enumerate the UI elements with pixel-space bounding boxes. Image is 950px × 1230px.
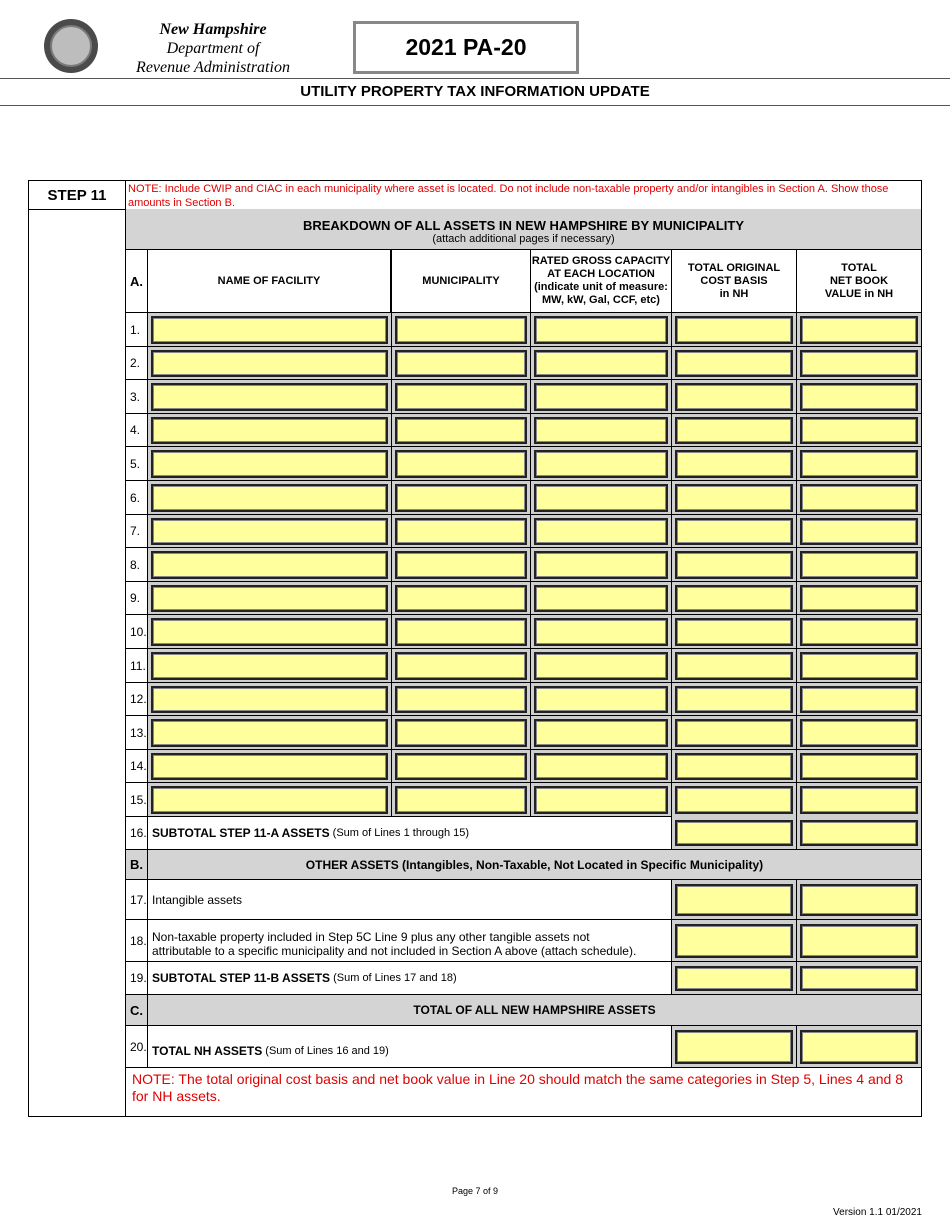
row-cell-municipality bbox=[392, 649, 531, 683]
row-cell-net-book-value bbox=[797, 683, 922, 716]
net-book-value-input[interactable] bbox=[800, 585, 918, 612]
row-cell-net-book-value bbox=[797, 615, 922, 649]
facility-input[interactable] bbox=[151, 350, 388, 377]
municipality-input[interactable] bbox=[395, 652, 527, 680]
line-16-number: 16. bbox=[126, 816, 148, 850]
facility-input[interactable] bbox=[151, 585, 388, 612]
facility-input[interactable] bbox=[151, 316, 388, 344]
facility-input[interactable] bbox=[151, 518, 388, 545]
row-cell-capacity bbox=[531, 313, 672, 347]
net-book-value-input[interactable] bbox=[800, 753, 918, 780]
row-cell-net-book-value bbox=[797, 347, 922, 380]
line-18-net-book-value-input[interactable] bbox=[800, 924, 918, 958]
net-book-value-input[interactable] bbox=[800, 551, 918, 579]
line-18-text-1: Non-taxable property included in Step 5C Line 9 plus any other tangible assets not bbox=[152, 930, 590, 944]
cost-basis-input[interactable] bbox=[675, 719, 793, 747]
line-16-net-book-value-input[interactable] bbox=[800, 820, 918, 846]
col-capacity-4: MW, kW, Gal, CCF, etc) bbox=[542, 294, 660, 306]
row-cell-capacity bbox=[531, 649, 672, 683]
row-cell-facility bbox=[148, 750, 392, 783]
cost-basis-input[interactable] bbox=[675, 350, 793, 377]
row-cell-cost-basis bbox=[672, 615, 797, 649]
cost-basis-input[interactable] bbox=[675, 450, 793, 478]
col-nbv-1: TOTAL bbox=[841, 261, 877, 274]
row-number: 8. bbox=[126, 548, 148, 582]
row-cell-municipality bbox=[392, 447, 531, 481]
facility-input[interactable] bbox=[151, 686, 388, 713]
row-cell-cost-basis bbox=[672, 582, 797, 615]
header-divider-bottom bbox=[0, 105, 950, 106]
bottom-note: NOTE: The total original cost basis and net book value in Line 20 should match the same categories in Step 5, Lines 4 and 8 for NH assets. bbox=[126, 1068, 922, 1117]
municipality-input[interactable] bbox=[395, 417, 527, 444]
col-cost bbox=[672, 250, 797, 313]
col-capacity-2: AT EACH LOCATION bbox=[547, 268, 655, 280]
row-cell-capacity bbox=[531, 683, 672, 716]
col-cost-2: COST BASIS bbox=[700, 274, 768, 287]
line-20-net-book-value-input[interactable] bbox=[800, 1030, 918, 1064]
row-number: 7. bbox=[126, 515, 148, 548]
line-19-rest: (Sum of Lines 17 and 18) bbox=[330, 972, 457, 984]
net-book-value-input[interactable] bbox=[800, 417, 918, 444]
row-cell-net-book-value bbox=[797, 582, 922, 615]
line-18-text-2: attributable to a specific municipality and not included in Section A above (attach schedule). bbox=[152, 944, 637, 958]
capacity-input[interactable] bbox=[534, 450, 668, 478]
cost-basis-input[interactable] bbox=[675, 316, 793, 344]
row-number: 13. bbox=[126, 716, 148, 750]
row-cell-capacity bbox=[531, 515, 672, 548]
net-book-value-input[interactable] bbox=[800, 450, 918, 478]
capacity-input[interactable] bbox=[534, 652, 668, 680]
line-18-cell-cost-basis bbox=[672, 920, 797, 962]
version-label: Version 1.1 01/2021 bbox=[833, 1207, 922, 1218]
row-number: 2. bbox=[126, 347, 148, 380]
row-cell-facility bbox=[148, 582, 392, 615]
cost-basis-input[interactable] bbox=[675, 652, 793, 680]
row-cell-facility bbox=[148, 649, 392, 683]
facility-input[interactable] bbox=[151, 383, 388, 411]
col-municipality: MUNICIPALITY bbox=[392, 250, 531, 313]
cost-basis-input[interactable] bbox=[675, 686, 793, 713]
row-cell-net-book-value bbox=[797, 414, 922, 447]
municipality-input[interactable] bbox=[395, 316, 527, 344]
municipality-input[interactable] bbox=[395, 585, 527, 612]
row-number: 6. bbox=[126, 481, 148, 515]
municipality-input[interactable] bbox=[395, 618, 527, 646]
net-book-value-input[interactable] bbox=[800, 484, 918, 512]
row-cell-municipality bbox=[392, 582, 531, 615]
section-b-letter: B. bbox=[126, 850, 148, 880]
row-number: 5. bbox=[126, 447, 148, 481]
capacity-input[interactable] bbox=[534, 786, 668, 814]
row-cell-municipality bbox=[392, 750, 531, 783]
line-17-net-book-value-input[interactable] bbox=[800, 884, 918, 916]
form-number: 2021 PA-20 bbox=[353, 21, 579, 74]
cost-basis-input[interactable] bbox=[675, 383, 793, 411]
facility-input[interactable] bbox=[151, 618, 388, 646]
row-cell-net-book-value bbox=[797, 481, 922, 515]
row-cell-cost-basis bbox=[672, 380, 797, 414]
capacity-input[interactable] bbox=[534, 719, 668, 747]
capacity-input[interactable] bbox=[534, 753, 668, 780]
line-17-cell-net-book-value bbox=[797, 880, 922, 920]
line-16-cell-net-book-value bbox=[797, 816, 922, 850]
cost-basis-input[interactable] bbox=[675, 484, 793, 512]
municipality-input[interactable] bbox=[395, 484, 527, 512]
row-cell-municipality bbox=[392, 615, 531, 649]
row-number: 11. bbox=[126, 649, 148, 683]
row-cell-capacity bbox=[531, 716, 672, 750]
step-label: STEP 11 bbox=[28, 180, 126, 210]
col-capacity bbox=[531, 250, 672, 313]
capacity-input[interactable] bbox=[534, 551, 668, 579]
line-20-cost-basis-input[interactable] bbox=[675, 1030, 793, 1064]
line-19-cell-cost-basis bbox=[672, 962, 797, 995]
row-cell-net-book-value bbox=[797, 313, 922, 347]
municipality-input[interactable] bbox=[395, 518, 527, 545]
cost-basis-input[interactable] bbox=[675, 786, 793, 814]
row-cell-facility bbox=[148, 548, 392, 582]
row-cell-facility bbox=[148, 313, 392, 347]
capacity-input[interactable] bbox=[534, 417, 668, 444]
dept-line-1: New Hampshire bbox=[159, 21, 267, 38]
department-name bbox=[124, 20, 302, 77]
row-cell-capacity bbox=[531, 481, 672, 515]
section-c-letter: C. bbox=[126, 995, 148, 1026]
line-18-cell-net-book-value bbox=[797, 920, 922, 962]
step-column bbox=[28, 209, 126, 1117]
row-cell-capacity bbox=[531, 750, 672, 783]
row-cell-municipality bbox=[392, 347, 531, 380]
row-cell-cost-basis bbox=[672, 716, 797, 750]
section-a-title: BREAKDOWN OF ALL ASSETS IN NEW HAMPSHIRE BY MUNICIPALITY bbox=[302, 218, 745, 233]
line-19-bold: SUBTOTAL STEP 11-B ASSETS bbox=[152, 971, 331, 985]
row-cell-net-book-value bbox=[797, 447, 922, 481]
row-cell-facility bbox=[148, 447, 392, 481]
row-number: 10. bbox=[126, 615, 148, 649]
row-cell-municipality bbox=[392, 481, 531, 515]
net-book-value-input[interactable] bbox=[800, 383, 918, 411]
row-cell-cost-basis bbox=[672, 649, 797, 683]
line-20-cell-net-book-value bbox=[797, 1026, 922, 1068]
line-18-number: 18. bbox=[126, 920, 148, 962]
line-18-label bbox=[148, 920, 672, 962]
row-cell-facility bbox=[148, 683, 392, 716]
line-16-rest: (Sum of Lines 1 through 15) bbox=[329, 826, 470, 839]
cost-basis-input[interactable] bbox=[675, 753, 793, 780]
row-cell-municipality bbox=[392, 716, 531, 750]
page-number: Page 7 of 9 bbox=[451, 1186, 499, 1196]
row-cell-municipality bbox=[392, 548, 531, 582]
col-cost-3: in NH bbox=[719, 287, 749, 300]
header-divider-top bbox=[0, 78, 950, 79]
row-cell-cost-basis bbox=[672, 783, 797, 817]
line-20-cell-cost-basis bbox=[672, 1026, 797, 1068]
dept-line-2: Department of bbox=[166, 40, 260, 57]
page-title: UTILITY PROPERTY TAX INFORMATION UPDATE bbox=[300, 83, 650, 100]
row-cell-facility bbox=[148, 615, 392, 649]
row-cell-facility bbox=[148, 783, 392, 817]
line-16-bold: SUBTOTAL STEP 11-A ASSETS bbox=[152, 825, 330, 840]
col-cost-1: TOTAL ORIGINAL bbox=[687, 261, 781, 274]
col-nbv-3: VALUE in NH bbox=[824, 287, 894, 300]
net-book-value-input[interactable] bbox=[800, 719, 918, 747]
row-cell-capacity bbox=[531, 380, 672, 414]
line-19-number: 19. bbox=[126, 962, 148, 995]
row-cell-net-book-value bbox=[797, 783, 922, 817]
row-cell-capacity bbox=[531, 548, 672, 582]
row-cell-net-book-value bbox=[797, 515, 922, 548]
row-cell-cost-basis bbox=[672, 548, 797, 582]
row-number: 12. bbox=[126, 683, 148, 716]
line-20-label bbox=[148, 1026, 672, 1068]
row-cell-cost-basis bbox=[672, 414, 797, 447]
capacity-input[interactable] bbox=[534, 518, 668, 545]
row-cell-cost-basis bbox=[672, 481, 797, 515]
col-capacity-3: (indicate unit of measure: bbox=[534, 281, 668, 293]
municipality-input[interactable] bbox=[395, 686, 527, 713]
line-16-cost-basis-input[interactable] bbox=[675, 820, 793, 846]
net-book-value-input[interactable] bbox=[800, 316, 918, 344]
row-cell-municipality bbox=[392, 515, 531, 548]
row-cell-municipality bbox=[392, 783, 531, 817]
line-17-cost-basis-input[interactable] bbox=[675, 884, 793, 916]
row-cell-municipality bbox=[392, 313, 531, 347]
cost-basis-input[interactable] bbox=[675, 618, 793, 646]
line-17-label: Intangible assets bbox=[148, 880, 672, 920]
capacity-input[interactable] bbox=[534, 383, 668, 411]
row-cell-facility bbox=[148, 347, 392, 380]
capacity-input[interactable] bbox=[534, 484, 668, 512]
col-nbv bbox=[797, 250, 922, 313]
municipality-input[interactable] bbox=[395, 350, 527, 377]
row-number: 15. bbox=[126, 783, 148, 817]
row-cell-facility bbox=[148, 380, 392, 414]
col-nbv-2: NET BOOK bbox=[829, 274, 889, 287]
facility-input[interactable] bbox=[151, 719, 388, 747]
line-19-label bbox=[148, 962, 672, 995]
section-a-header bbox=[126, 209, 922, 250]
line-20-bold: TOTAL NH ASSETS bbox=[152, 1043, 263, 1058]
row-cell-capacity bbox=[531, 447, 672, 481]
col-capacity-1: RATED GROSS CAPACITY bbox=[531, 255, 671, 267]
line-18-cost-basis-input[interactable] bbox=[675, 924, 793, 958]
cost-basis-input[interactable] bbox=[675, 551, 793, 579]
municipality-input[interactable] bbox=[395, 719, 527, 747]
dept-line-3: Revenue Administration bbox=[136, 59, 290, 76]
cost-basis-input[interactable] bbox=[675, 417, 793, 444]
row-cell-cost-basis bbox=[672, 515, 797, 548]
net-book-value-input[interactable] bbox=[800, 652, 918, 680]
row-number: 1. bbox=[126, 313, 148, 347]
line-17-number: 17. bbox=[126, 880, 148, 920]
row-cell-facility bbox=[148, 716, 392, 750]
facility-input[interactable] bbox=[151, 417, 388, 444]
row-cell-cost-basis bbox=[672, 750, 797, 783]
line-20-rest: (Sum of Lines 16 and 19) bbox=[262, 1044, 389, 1057]
row-cell-capacity bbox=[531, 347, 672, 380]
facility-input[interactable] bbox=[151, 551, 388, 579]
row-cell-municipality bbox=[392, 414, 531, 447]
row-number: 4. bbox=[126, 414, 148, 447]
row-cell-facility bbox=[148, 481, 392, 515]
row-cell-cost-basis bbox=[672, 447, 797, 481]
municipality-input[interactable] bbox=[395, 786, 527, 814]
row-cell-capacity bbox=[531, 783, 672, 817]
row-cell-net-book-value bbox=[797, 548, 922, 582]
state-seal-logo bbox=[44, 19, 98, 73]
col-letter: A. bbox=[126, 250, 148, 313]
facility-input[interactable] bbox=[151, 786, 388, 814]
line-19-cell-net-book-value bbox=[797, 962, 922, 995]
row-cell-cost-basis bbox=[672, 683, 797, 716]
row-cell-cost-basis bbox=[672, 347, 797, 380]
row-cell-capacity bbox=[531, 615, 672, 649]
row-cell-facility bbox=[148, 414, 392, 447]
net-book-value-input[interactable] bbox=[800, 618, 918, 646]
col-facility: NAME OF FACILITY bbox=[148, 250, 392, 313]
row-cell-net-book-value bbox=[797, 380, 922, 414]
section-c-title: TOTAL OF ALL NEW HAMPSHIRE ASSETS bbox=[148, 995, 922, 1026]
line-20-number: 20. bbox=[126, 1026, 148, 1068]
row-cell-net-book-value bbox=[797, 649, 922, 683]
line-19-cost-basis-input[interactable] bbox=[675, 966, 793, 991]
net-book-value-input[interactable] bbox=[800, 350, 918, 377]
line-16-label bbox=[148, 816, 672, 850]
municipality-input[interactable] bbox=[395, 551, 527, 579]
row-cell-cost-basis bbox=[672, 313, 797, 347]
net-book-value-input[interactable] bbox=[800, 518, 918, 545]
step-note: NOTE: Include CWIP and CIAC in each municipality where asset is located. Do not include non-taxable property and/or intangibles in Section A. Show those amounts in Section B. bbox=[126, 180, 922, 210]
section-b-title: OTHER ASSETS (Intangibles, Non-Taxable, Not Located in Specific Municipality) bbox=[148, 850, 922, 880]
facility-input[interactable] bbox=[151, 450, 388, 478]
net-book-value-input[interactable] bbox=[800, 686, 918, 713]
row-cell-municipality bbox=[392, 683, 531, 716]
row-cell-net-book-value bbox=[797, 716, 922, 750]
capacity-input[interactable] bbox=[534, 316, 668, 344]
line-17-cell-cost-basis bbox=[672, 880, 797, 920]
row-number: 9. bbox=[126, 582, 148, 615]
row-cell-net-book-value bbox=[797, 750, 922, 783]
section-a-subtitle: (attach additional pages if necessary) bbox=[432, 233, 615, 245]
net-book-value-input[interactable] bbox=[800, 786, 918, 814]
row-cell-municipality bbox=[392, 380, 531, 414]
facility-input[interactable] bbox=[151, 652, 388, 680]
row-number: 14. bbox=[126, 750, 148, 783]
municipality-input[interactable] bbox=[395, 450, 527, 478]
municipality-input[interactable] bbox=[395, 383, 527, 411]
capacity-input[interactable] bbox=[534, 585, 668, 612]
facility-input[interactable] bbox=[151, 484, 388, 512]
facility-input[interactable] bbox=[151, 753, 388, 780]
cost-basis-input[interactable] bbox=[675, 585, 793, 612]
capacity-input[interactable] bbox=[534, 618, 668, 646]
municipality-input[interactable] bbox=[395, 753, 527, 780]
line-16-cell-cost-basis bbox=[672, 816, 797, 850]
row-cell-facility bbox=[148, 515, 392, 548]
capacity-input[interactable] bbox=[534, 350, 668, 377]
line-19-net-book-value-input[interactable] bbox=[800, 966, 918, 991]
row-number: 3. bbox=[126, 380, 148, 414]
row-cell-capacity bbox=[531, 414, 672, 447]
capacity-input[interactable] bbox=[534, 686, 668, 713]
row-cell-capacity bbox=[531, 582, 672, 615]
cost-basis-input[interactable] bbox=[675, 518, 793, 545]
